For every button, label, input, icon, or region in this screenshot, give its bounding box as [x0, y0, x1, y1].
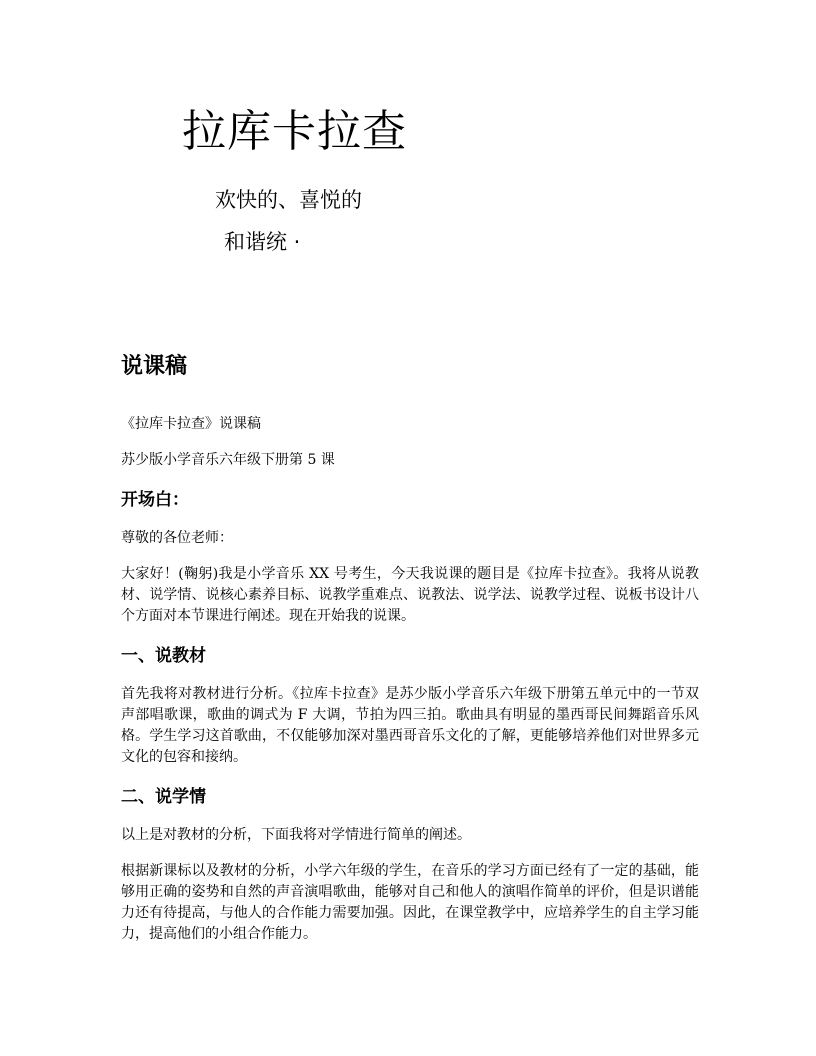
opening-paragraph: 大家好！(鞠躬)我是小学音乐 XX 号考生，今天我说课的题目是《拉库卡拉查》。我将从说教材、说学情、说核心素养目标、说教学重难点、说教法、说学法、说教学过程、说板书设计八个方面对本节课进行阐述。现在开始我的说课。	[121, 566, 699, 624]
opening-heading: 开场白：	[121, 490, 189, 510]
document-heading: 说课稿	[121, 354, 188, 379]
section-2-paragraph-2: 根据新课标以及教材的分析，小学六年级的学生，在音乐的学习方面已经有了一定的基础，能够用正确的姿势和自然的声音演唱歌曲，能够对自己和他人的演唱作简单的评价，但是识谱能力还有待提高，与他人的合作能力需要加强。因此，在课堂教学中，应培养学生的自主学习能力，提高他们的小组合作能力。	[121, 863, 699, 942]
intro-title: 《拉库卡拉查》说课稿	[121, 416, 261, 432]
cover-subtitle-line-1: 欢快的、喜悦的	[215, 188, 362, 212]
intro-subtitle: 苏少版小学音乐六年级下册第 5 课	[121, 452, 335, 468]
section-2-heading: 二、说学情	[121, 787, 206, 807]
document-body	[121, 350, 699, 960]
section-1-paragraph: 首先我将对教材进行分析。《拉库卡拉查》是苏少版小学音乐六年级下册第五单元中的一节双声部唱歌课，歌曲的调式为 F 大调，节拍为四三拍。歌曲具有明显的墨西哥民间舞蹈音乐风格。学生学习这首歌曲，不仅能够加深对墨西哥音乐文化的了解，更能够培养他们对世界多元文化的包容和接纳。	[121, 686, 699, 765]
greeting: 尊敬的各位老师：	[121, 530, 233, 546]
cover-subtitle-line-2: 和谐统 ·	[224, 230, 301, 254]
cover-title: 拉库卡拉查	[182, 106, 407, 157]
section-2-paragraph-1: 以上是对教材的分析，下面我将对学情进行简单的阐述。	[121, 827, 471, 843]
section-1-heading: 一、说教材	[121, 646, 206, 666]
